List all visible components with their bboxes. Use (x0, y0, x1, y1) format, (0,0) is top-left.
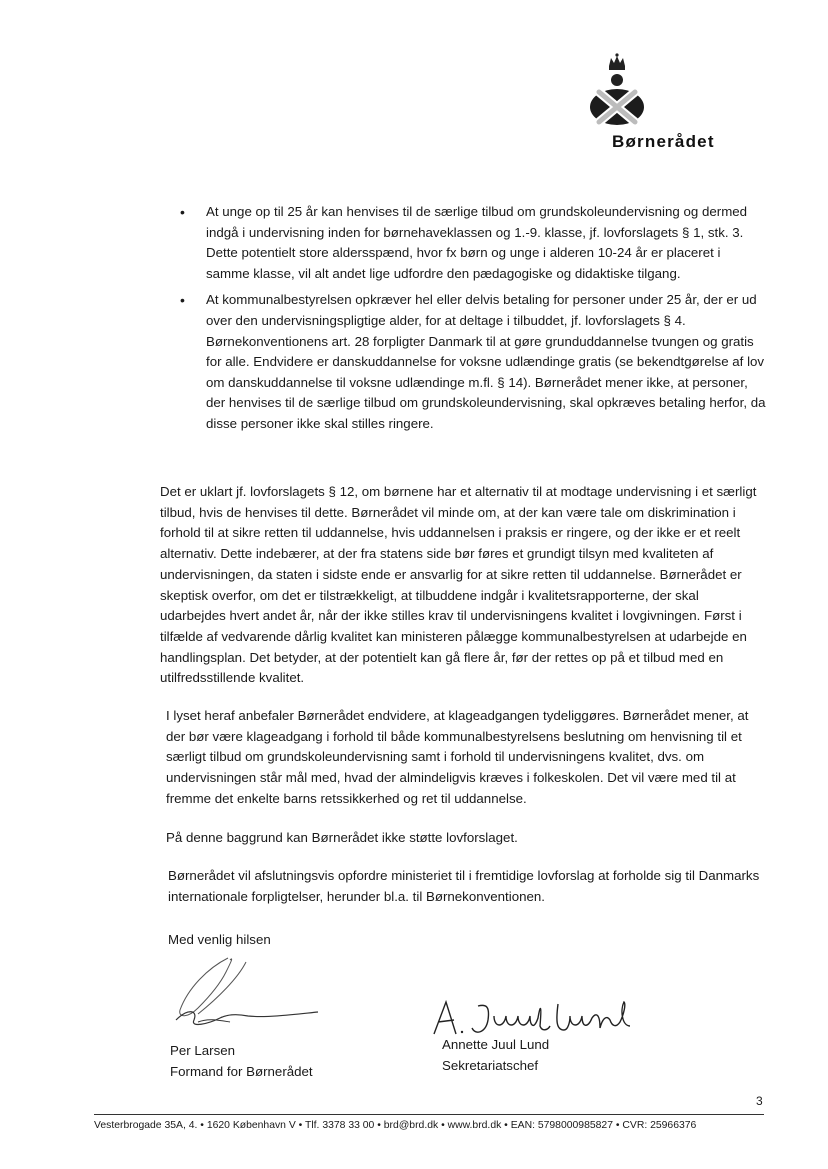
list-item (166, 290, 766, 434)
signatory-title: Formand for Børnerådet (170, 1064, 313, 1079)
bullet-section (166, 202, 766, 441)
bullet-list (166, 202, 766, 435)
bullet-text: At kommunalbestyrelsen opkræver hel eller delvis betaling for personer under 25 år, der er ud over den undervisningspligtige alder, for at deltage i tilbuddet, jf. lovforslagets § 4. Børnekonventionens art. 28 forpligter Danmark til at gøre grunduddannelse tvungen og gratis for alle. Endvidere er danskuddannelse for voksne udlændinge gratis (se bekendtgørelse af lov om danskuddannelse til voksne udlændinge m.fl. § 14). Børnerådet mener ikke, at personer, der henvises til de særlige tilbud om grundskoleundervisning, skal opkræves betaling herfor, da disse personer ikke skal stilles ringere. (206, 292, 766, 431)
signatory-right (442, 1034, 549, 1076)
signatory-title: Sekretariatschef (442, 1058, 539, 1073)
bullet-text: At unge op til 25 år kan henvises til de særlige tilbud om grundskoleundervisning og dermed indgå i undervisning inden for børnehaveklassen og 1.-9. klasse, jf. lovforslagets § 1, stk. 3. Dette potentielt store aldersspænd, hvor fx børn og unge i alderen 10-24 år er placeret i samme klasse, vil alt andet lige udfordre den pædagogiske og didaktiske tilgang. (206, 204, 748, 281)
paragraph: På denne baggrund kan Børnerådet ikke støtte lovforslaget. (166, 830, 518, 845)
list-item (166, 202, 766, 284)
paragraph: Børnerådet vil afslutningsvis opfordre ministeriet til i fremtidige lovforslag at forholde sig til Danmarks internationale forpligtelser, herunder bl.a. til Børnekonventionen. (168, 868, 760, 904)
paragraph: I lyset heraf anbefaler Børnerådet endvidere, at klageadgangen tydeliggøres. Børnerådet mener, at der bør være klageadgang i forhold til både kommunalbestyrelsens beslutning om henvisning til et særligt tilbud om grundskoleundervisning samt i forhold til undervisningens kvalitet, dvs. om undervisningen står mål med, hvad der almindeligvis kræves i folkeskolen. Det vil være med til at fremme det enkelte barns retssikkerhed og ret til uddannelse. (166, 708, 749, 806)
signatory-name: Annette Juul Lund (442, 1037, 550, 1052)
borneraadet-logo (582, 52, 652, 132)
signature-per-larsen (168, 948, 328, 1032)
page-number: 3 (756, 1094, 763, 1108)
paragraph: Det er uklart jf. lovforslagets § 12, om børnene har et alternativ til at modtage undervisning i et særligt tilbud, hvis de henvises til dette. Børnerådet vil minde om, at der kan være tale om diskrimination i forhold til at sikre retten til uddannelse, hvis uddannelsen i praksis er ringere, og der ikke er et reelt alternativ. Dette indebærer, at der fra statens side bør føres et grundigt tilsyn med kvaliteten af undervisningen, da staten i sidste ende er ansvarlig for at sikre retten til uddannelse. Børnerådet er skeptisk overfor, om det er tilstrækkeligt, at tilbuddene indgår i kvalitetsrapporterne, der skal udarbejdes hvert andet år, når der ikke stilles krav til undervisningens kvalitet i lovgivningen. Først i tilfælde af vedvarende dårlig kvalitet kan ministeren pålægge kommunalbestyrelsen at udarbejde en handlingsplan. Det betyder, at der potentielt kan gå flere år, før der rettes op på et tilbud med en utilfredsstillende kvalitet. (160, 484, 757, 686)
bullet-icon: • (180, 204, 185, 220)
signatory-left (170, 1040, 313, 1082)
brand-name: Børnerådet (612, 132, 715, 151)
footer-divider (94, 1114, 764, 1115)
crown-icon (609, 53, 625, 70)
signatory-name: Per Larsen (170, 1043, 236, 1058)
footer-contact: Vesterbrogade 35A, 4. • 1620 København V • Tlf. 3378 33 00 • brd@brd.dk • www.brd.dk • EAN: 5798000985827 • CVR: 25966376 (94, 1120, 697, 1131)
closing-greeting: Med venlig hilsen (168, 932, 271, 947)
bullet-icon: • (180, 292, 185, 309)
